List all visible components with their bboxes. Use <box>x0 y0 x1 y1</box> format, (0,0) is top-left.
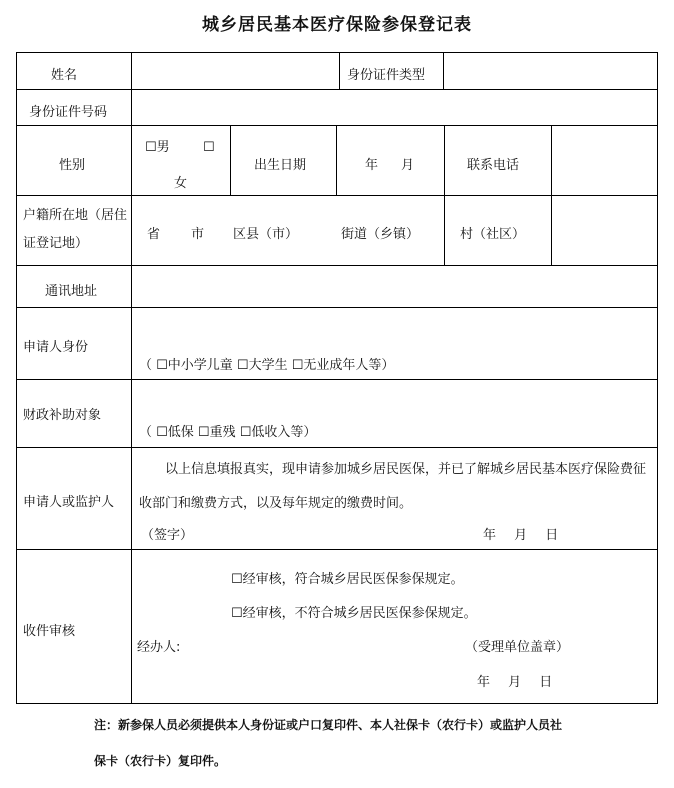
footnote-line-1: 注：新参保人员必须提供本人身份证或户口复印件、本人社保卡（农行卡）或监护人员社 <box>94 718 563 732</box>
village-label: 村（社区） <box>460 227 526 242</box>
applicant-identity-label: 申请人身份 <box>23 340 89 355</box>
footnote-line-2: 保卡（农行卡）复印件。 <box>94 754 227 768</box>
household-label: 户籍所在地（居住证登记地） <box>23 208 128 251</box>
column-divider <box>444 125 445 195</box>
registration-form-table <box>16 52 658 704</box>
review-label: 收件审核 <box>23 624 76 639</box>
street-label: 街道（乡镇） <box>341 227 420 242</box>
row-divider <box>17 549 657 550</box>
birth-date-label: 出生日期 <box>254 158 307 173</box>
review-pass-option[interactable]: ☐经审核，符合城乡居民医保参保规定。 <box>231 572 464 587</box>
subsidy-label: 财政补助对象 <box>23 408 102 423</box>
gender-male-option[interactable]: ☐男 <box>145 140 170 155</box>
handler-label: 经办人: <box>137 640 181 655</box>
gender-female-label: 女 <box>174 176 188 191</box>
name-label: 姓名 <box>51 68 78 83</box>
phone-label: 联系电话 <box>467 158 520 173</box>
gender-female-checkbox[interactable]: ☐ <box>203 140 215 155</box>
column-divider <box>443 53 444 89</box>
id-type-field[interactable] <box>445 54 655 88</box>
guardian-label: 申请人或监护人 <box>23 495 115 510</box>
review-fail-option[interactable]: ☐经审核，不符合城乡居民医保参保规定。 <box>231 606 477 621</box>
applicant-identity-options[interactable]: （ ☐中小学儿童 ☐大学生 ☐无业成年人等） <box>139 358 395 373</box>
address-label: 通讯地址 <box>45 284 98 299</box>
review-date: 年 月 日 <box>477 675 553 690</box>
column-divider <box>131 53 132 703</box>
form-title: 城乡居民基本医疗保险参保登记表 <box>202 15 472 35</box>
subsidy-options[interactable]: （ ☐低保 ☐重残 ☐低收入等） <box>139 425 317 440</box>
column-divider <box>444 195 445 265</box>
row-divider <box>17 447 657 448</box>
column-divider <box>230 125 231 195</box>
declaration-text: 以上信息填报真实，现申请参加城乡居民医保，并已了解城乡居民基本医疗保险费征收部门和缴费方式，以及每年规定的缴费时间。 <box>139 462 647 511</box>
birth-month-label: 月 <box>401 158 415 173</box>
birth-year-label: 年 <box>365 158 379 173</box>
province-label: 省 <box>147 227 161 242</box>
column-divider <box>551 125 552 265</box>
row-divider <box>17 379 657 380</box>
id-number-field[interactable] <box>133 90 655 124</box>
address-field[interactable] <box>133 266 655 306</box>
row-divider <box>17 195 657 196</box>
column-divider <box>339 53 340 89</box>
name-field[interactable] <box>133 54 337 88</box>
city-label: 市 <box>191 227 205 242</box>
gender-label: 性别 <box>59 158 86 173</box>
id-type-label: 身份证件类型 <box>347 68 426 83</box>
column-divider <box>336 125 337 195</box>
district-label: 区县（市） <box>233 227 299 242</box>
row-divider <box>17 307 657 308</box>
id-number-label: 身份证件号码 <box>29 105 108 120</box>
phone-field[interactable] <box>553 126 655 194</box>
signature-label: （签字） <box>141 528 194 543</box>
seal-label: （受理单位盖章） <box>465 640 570 655</box>
sign-date: 年 月 日 <box>483 528 559 543</box>
